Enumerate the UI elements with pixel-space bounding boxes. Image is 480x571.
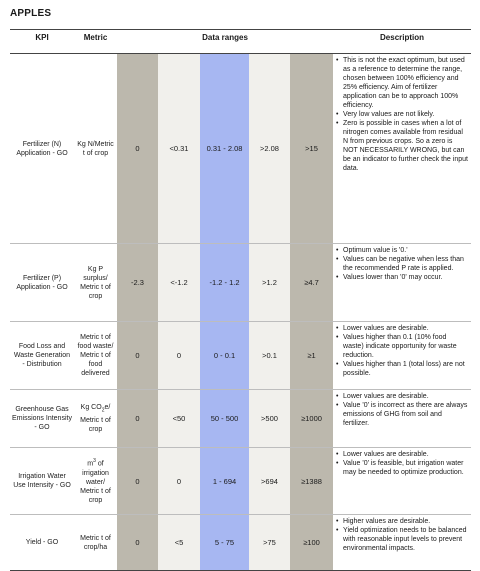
description-list xyxy=(336,56,468,173)
range-cell: 0 xyxy=(117,515,158,571)
kpi-name: Food Loss and Waste Generation - Distribution xyxy=(10,322,74,390)
range-cell: 0 xyxy=(117,54,158,244)
header-metric: Metric xyxy=(74,30,117,54)
kpi-name: Greenhouse Gas Emissions Intensity - GO xyxy=(10,390,74,448)
description-item: • Lower values are desirable. xyxy=(336,324,468,333)
metric-unit xyxy=(74,390,117,448)
table-row xyxy=(10,448,471,515)
range-cell: 0 xyxy=(117,390,158,448)
description-item: • Values higher than 0.1 (10% food waste) indicate opportunity for waste reduction. xyxy=(336,333,468,360)
metric-unit: Kg P surplus/ Metric t of crop xyxy=(74,244,117,322)
range-cell-optimal: 50 - 500 xyxy=(200,390,249,448)
description-list xyxy=(336,450,468,477)
range-cell: >694 xyxy=(249,448,290,515)
description-list xyxy=(336,246,468,282)
description-item: • Value '0' is incorrect as there are always emissions of GHG from soil and fertilizer. xyxy=(336,401,468,428)
metric-unit: Metric t of crop/ha xyxy=(74,515,117,571)
table-row xyxy=(10,54,471,244)
range-cell: 0 xyxy=(117,322,158,390)
description-item: • Values lower than '0' may occur. xyxy=(336,273,468,282)
description-item: • Zero is possible in cases when a lot of nitrogen comes available from residual N from previous crops. So a zero is NOT NECESSARILY WRONG, but can be an indicator to further check the input data. xyxy=(336,119,468,173)
description xyxy=(333,244,471,322)
range-cell: >15 xyxy=(290,54,333,244)
kpi-name: Fertilizer (N) Application - GO xyxy=(10,54,74,244)
range-cell: ≥1000 xyxy=(290,390,333,448)
range-cell: >500 xyxy=(249,390,290,448)
table-row xyxy=(10,322,471,390)
range-cell-optimal: 0 - 0.1 xyxy=(200,322,249,390)
range-cell-optimal: 1 - 694 xyxy=(200,448,249,515)
page-title: APPLES xyxy=(10,8,52,19)
metric-text: of irrigation water/ Metric t of crop xyxy=(80,460,111,504)
range-cell: 0 xyxy=(117,448,158,515)
header-data-ranges: Data ranges xyxy=(117,30,333,54)
range-cell: -2.3 xyxy=(117,244,158,322)
range-cell-optimal: 0.31 - 2.08 xyxy=(200,54,249,244)
range-cell: >75 xyxy=(249,515,290,571)
kpi-name: Yield - GO xyxy=(10,515,74,571)
header-row xyxy=(10,30,471,54)
range-cell: >0.1 xyxy=(249,322,290,390)
range-cell-optimal: 5 - 75 xyxy=(200,515,249,571)
description xyxy=(333,322,471,390)
description-item: • Value '0' is feasible, but irrigation water may be needed to optimize production. xyxy=(336,459,468,477)
description-list xyxy=(336,392,468,428)
range-cell: <50 xyxy=(158,390,200,448)
range-cell: 0 xyxy=(158,448,200,515)
description-item: • Lower values are desirable. xyxy=(336,450,468,459)
description-list xyxy=(336,324,468,378)
description-item: • Optimum value is '0.' xyxy=(336,246,468,255)
description-item: • Yield optimization needs to be balanced with reasonable input levels to prevent environmental impacts. xyxy=(336,526,468,553)
metric-superscript: 3 xyxy=(93,458,96,465)
kpi-name: Fertilizer (P) Application - GO xyxy=(10,244,74,322)
range-cell: ≥1388 xyxy=(290,448,333,515)
description xyxy=(333,54,471,244)
metric-text: e/ Metric t of crop xyxy=(80,404,111,433)
description xyxy=(333,515,471,571)
range-cell: >2.08 xyxy=(249,54,290,244)
description-item: • Values can be negative when less than the recommended P rate is applied. xyxy=(336,255,468,273)
description-item: • Lower values are desirable. xyxy=(336,392,468,401)
table-row xyxy=(10,515,471,571)
range-cell: <5 xyxy=(158,515,200,571)
header-description: Description xyxy=(333,30,471,54)
range-cell: ≥4.7 xyxy=(290,244,333,322)
table-row xyxy=(10,390,471,448)
metric-text: m xyxy=(87,460,94,468)
description-list xyxy=(336,517,468,553)
kpi-name: Irrigation Water Use Intensity - GO xyxy=(10,448,74,515)
metric-text: Kg CO xyxy=(80,404,102,412)
table-row xyxy=(10,244,471,322)
metric-unit: Kg N/Metric t of crop xyxy=(74,54,117,244)
range-cell: ≥100 xyxy=(290,515,333,571)
metric-unit xyxy=(74,448,117,515)
metric-unit: Metric t of food waste/ Metric t of food delivered xyxy=(74,322,117,390)
range-cell: ≥1 xyxy=(290,322,333,390)
header-kpi: KPI xyxy=(10,30,74,54)
description-item: • This is not the exact optimum, but used as a reference to determine the range, chosen between 100% efficiency and 25% efficiency. Aim of fertilizer application can be to approach 100% efficiency. xyxy=(336,56,468,110)
description xyxy=(333,448,471,515)
range-cell: >1.2 xyxy=(249,244,290,322)
range-cell-optimal: -1.2 - 1.2 xyxy=(200,244,249,322)
description xyxy=(333,390,471,448)
description-item: • Values higher than 1 (total loss) are not possible. xyxy=(336,360,468,378)
range-cell: <-1.2 xyxy=(158,244,200,322)
kpi-table xyxy=(10,29,471,571)
range-cell: <0.31 xyxy=(158,54,200,244)
description-item: • Very low values are not likely. xyxy=(336,110,468,119)
metric-subscript: 2 xyxy=(101,407,105,414)
description-item: • Higher values are desirable. xyxy=(336,517,468,526)
range-cell: 0 xyxy=(158,322,200,390)
